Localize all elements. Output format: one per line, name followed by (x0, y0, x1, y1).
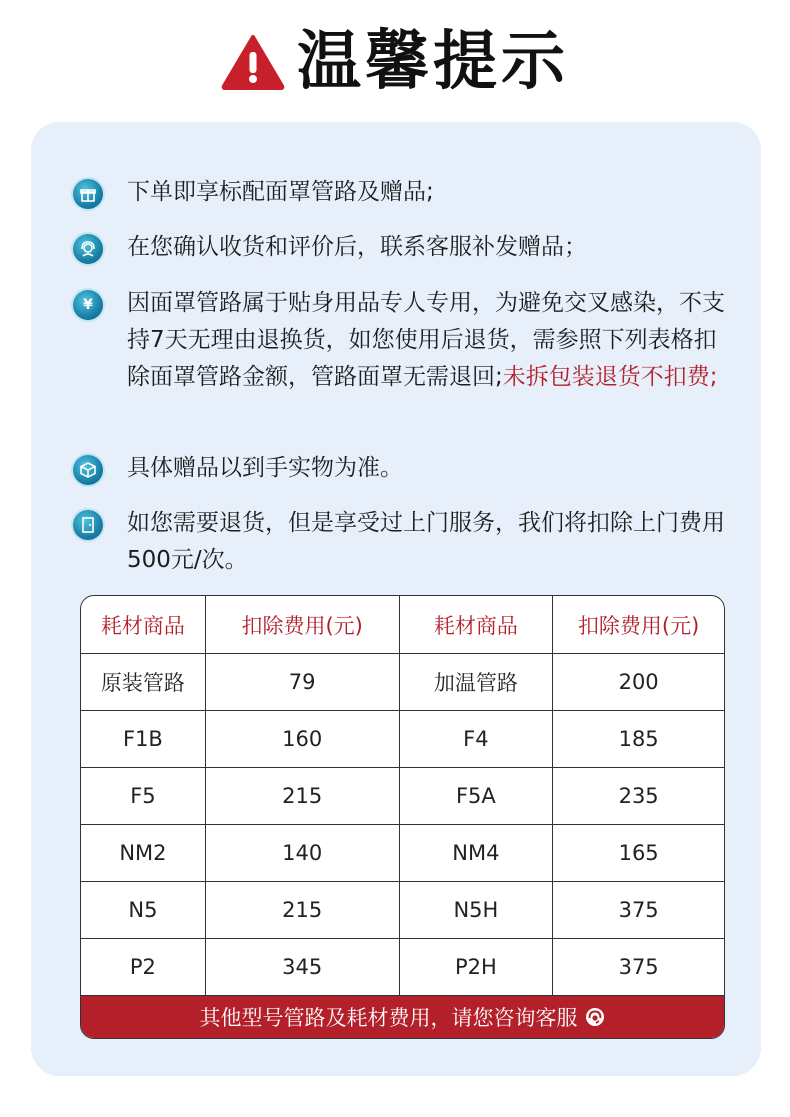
notice-text: 在您确认收货和评价后，联系客服补发赠品； (127, 234, 587, 260)
table-cell: N5H (400, 882, 554, 939)
page-title-row (0, 22, 790, 102)
table-cell: F5 (81, 768, 206, 825)
table-cell: NM2 (81, 825, 206, 882)
header-cell: 扣除费用(元) (206, 596, 400, 654)
notice-item-service (73, 229, 733, 266)
notice-text: 下单即享标配面罩管路及赠品; (127, 179, 434, 205)
table-header-row (81, 596, 724, 654)
table-cell: 185 (553, 711, 724, 768)
table-cell: 235 (553, 768, 724, 825)
table-row (81, 711, 724, 768)
notice-text: 具体赠品以到手实物为准。 (127, 455, 403, 481)
table-cell: F1B (81, 711, 206, 768)
table-cell: P2H (400, 939, 554, 996)
table-cell: 79 (206, 654, 400, 711)
header-cell: 扣除费用(元) (553, 596, 724, 654)
table-cell: 原装管路 (81, 654, 206, 711)
table-cell: F5A (400, 768, 554, 825)
table-cell: 200 (553, 654, 724, 711)
footer-text: 其他型号管路及耗材费用，请您咨询客服 (199, 1006, 578, 1030)
notice-item-door-service (73, 505, 733, 579)
notice-item-gift (73, 174, 733, 211)
table-cell: NM4 (400, 825, 554, 882)
table-cell: 345 (206, 939, 400, 996)
door-icon (73, 510, 103, 540)
header-cell: 耗材商品 (400, 596, 554, 654)
table-row (81, 825, 724, 882)
header-cell: 耗材商品 (81, 596, 206, 654)
table-cell: 160 (206, 711, 400, 768)
table-row (81, 654, 724, 711)
table-cell: 165 (553, 825, 724, 882)
policy-text: 因面罩管路属于贴身用品专人专用，为避免交叉感染，不支持7天无理由退换货，如您使用后退货，需参照下列表格扣除面罩管路金额，管路面罩无需退回; (127, 290, 725, 390)
fee-table (80, 595, 725, 1039)
table-cell: 140 (206, 825, 400, 882)
customer-service-icon (584, 1006, 606, 1028)
table-footer-row (81, 996, 724, 1038)
table-row (81, 768, 724, 825)
notice-item-gift-actual (73, 450, 733, 487)
box-icon (73, 455, 103, 485)
notice-text (127, 285, 733, 396)
table-cell: 215 (206, 768, 400, 825)
table-cell: F4 (400, 711, 554, 768)
page-title: 温馨提示 (297, 25, 569, 99)
yen-icon: ¥ (73, 290, 103, 320)
table-row (81, 939, 724, 996)
service-icon (73, 234, 103, 264)
table-cell: N5 (81, 882, 206, 939)
gift-icon (73, 179, 103, 209)
warning-icon (221, 34, 285, 90)
table-cell: 375 (553, 882, 724, 939)
notice-item-refund-policy (73, 285, 733, 396)
table-row (81, 882, 724, 939)
table-cell: 215 (206, 882, 400, 939)
policy-highlight: 未拆包装退货不扣费; (502, 364, 718, 390)
notice-text: 如您需要退货，但是享受过上门服务，我们将扣除上门费用500元/次。 (127, 510, 725, 573)
table-cell: 375 (553, 939, 724, 996)
contact-service-banner[interactable] (81, 996, 724, 1038)
table-cell: 加温管路 (400, 654, 554, 711)
table-cell: P2 (81, 939, 206, 996)
